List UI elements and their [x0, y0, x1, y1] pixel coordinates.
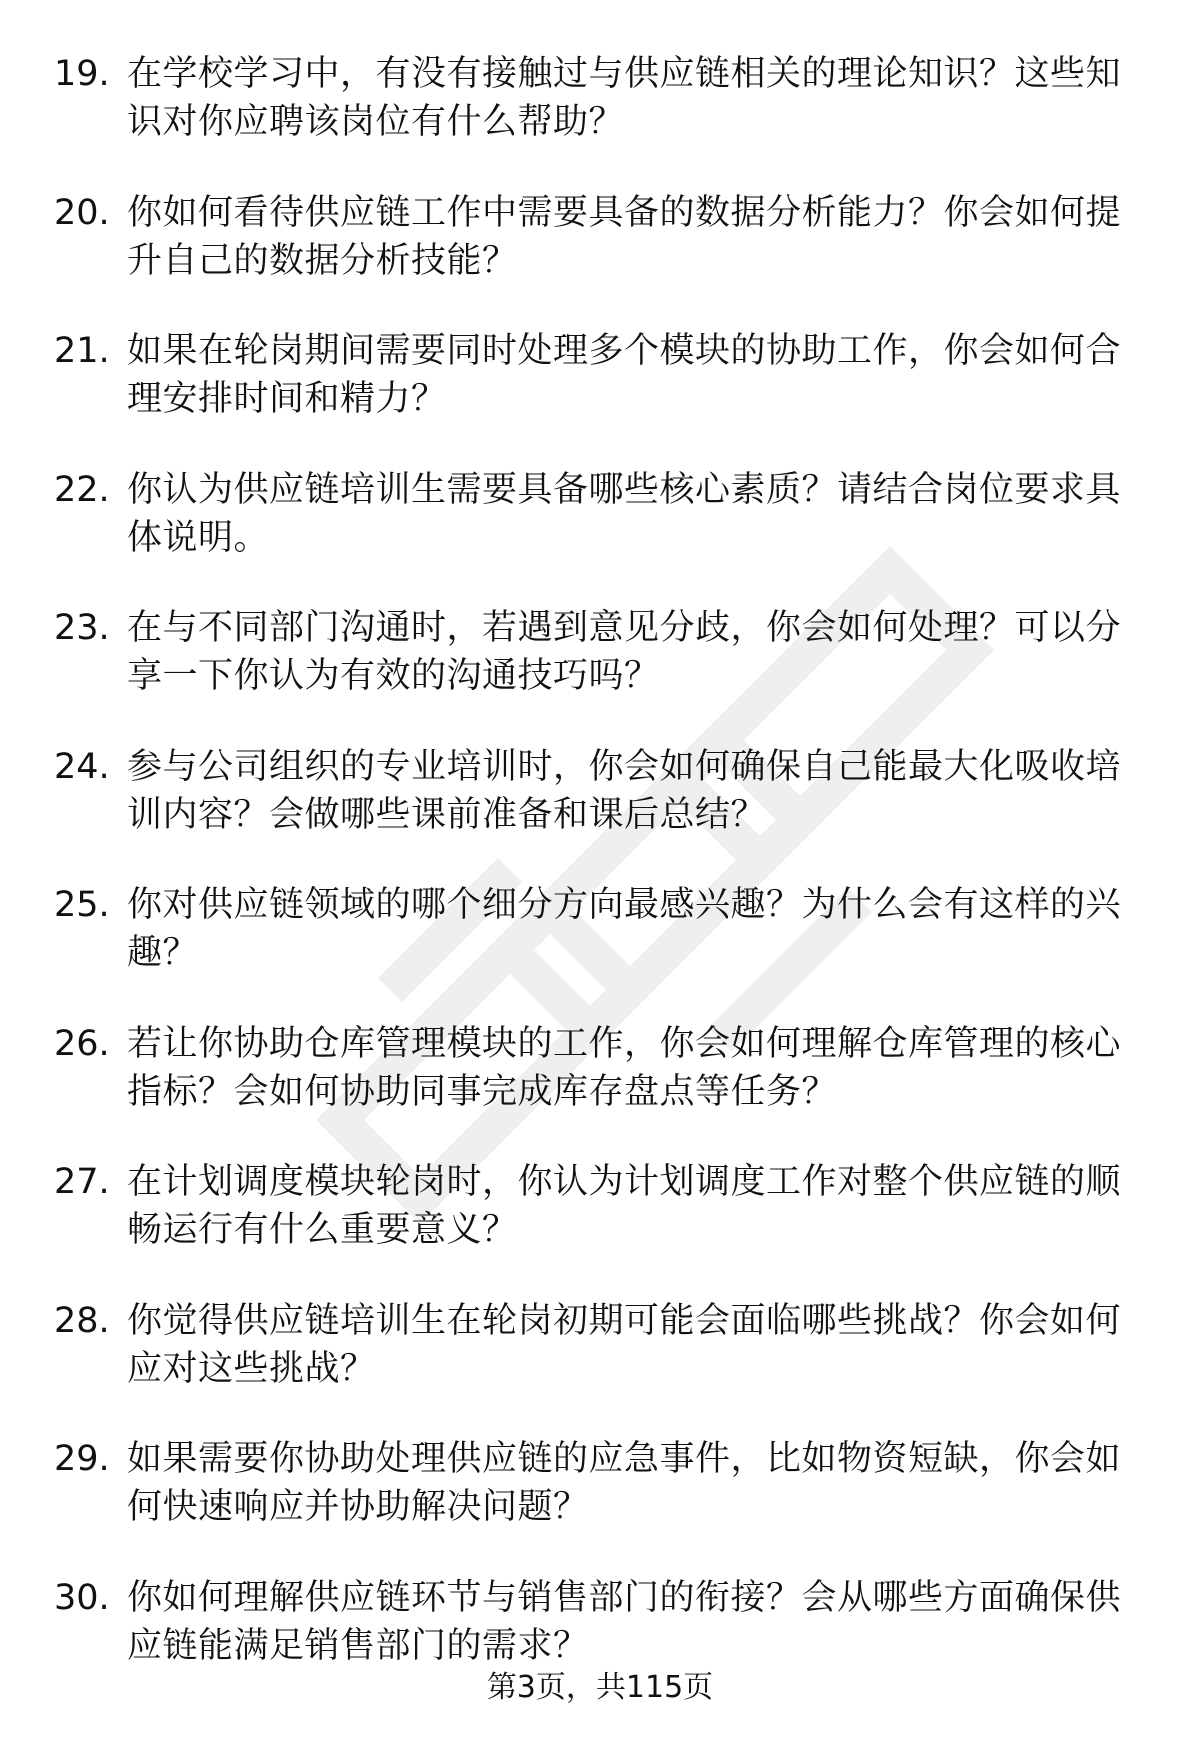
question-text: 如果需要你协助处理供应链的应急事件，比如物资短缺，你会如何快速响应并协助解决问题？ [127, 1439, 1122, 1527]
question-item [54, 743, 1154, 839]
question-number: 29. [54, 1439, 110, 1479]
question-number: 26. [54, 1023, 110, 1064]
question-text: 参与公司组织的专业培训时，你会如何确保自己能最大化吸收培训内容？会做哪些课前准备和课后总结？ [127, 746, 1122, 835]
question-item [54, 466, 1154, 562]
question-item [54, 1020, 1154, 1116]
question-text: 你觉得供应链培训生在轮岗初期可能会面临哪些挑战？你会如何应对这些挑战？ [127, 1300, 1122, 1389]
question-item [54, 1574, 1154, 1670]
question-item [54, 327, 1154, 423]
question-text: 你认为供应链培训生需要具备哪些核心素质？请结合岗位要求具体说明。 [127, 469, 1122, 558]
question-number: 19. [54, 54, 110, 94]
question-text: 如果在轮岗期间需要同时处理多个模块的协助工作，你会如何合理安排时间和精力？ [127, 331, 1122, 419]
question-text: 在学校学习中，有没有接触过与供应链相关的理论知识？这些知识对你应聘该岗位有什么帮助？ [127, 54, 1122, 142]
question-number: 20. [54, 192, 110, 233]
question-item [54, 1158, 1154, 1254]
question-text: 你对供应链领域的哪个细分方向最感兴趣？为什么会有这样的兴趣？ [127, 885, 1122, 973]
question-number: 30. [54, 1577, 110, 1618]
question-number: 28. [54, 1300, 110, 1341]
question-item [54, 881, 1154, 977]
question-item [54, 189, 1154, 285]
question-text: 在计划调度模块轮岗时，你认为计划调度工作对整个供应链的顺畅运行有什么重要意义？ [127, 1162, 1122, 1250]
question-number: 21. [54, 331, 110, 371]
question-item [54, 604, 1154, 700]
question-number: 27. [54, 1162, 110, 1202]
question-number: 23. [54, 608, 110, 648]
question-number: 22. [54, 469, 110, 510]
page-indicator: 第3页，共115页 [486, 1670, 714, 1705]
question-text: 在与不同部门沟通时，若遇到意见分歧，你会如何处理？可以分享一下你认为有效的沟通技巧吗？ [127, 608, 1122, 696]
question-item [54, 1435, 1154, 1531]
question-text: 你如何理解供应链环节与销售部门的衔接？会从哪些方面确保供应链能满足销售部门的需求？ [127, 1577, 1122, 1666]
question-number: 24. [54, 746, 110, 787]
question-list [54, 50, 1154, 1712]
question-item [54, 1297, 1154, 1393]
question-number: 25. [54, 885, 110, 925]
question-text: 你如何看待供应链工作中需要具备的数据分析能力？你会如何提升自己的数据分析技能？ [127, 192, 1122, 281]
question-item [54, 50, 1154, 146]
question-text: 若让你协助仓库管理模块的工作，你会如何理解仓库管理的核心指标？会如何协助同事完成库存盘点等任务？ [127, 1023, 1122, 1112]
